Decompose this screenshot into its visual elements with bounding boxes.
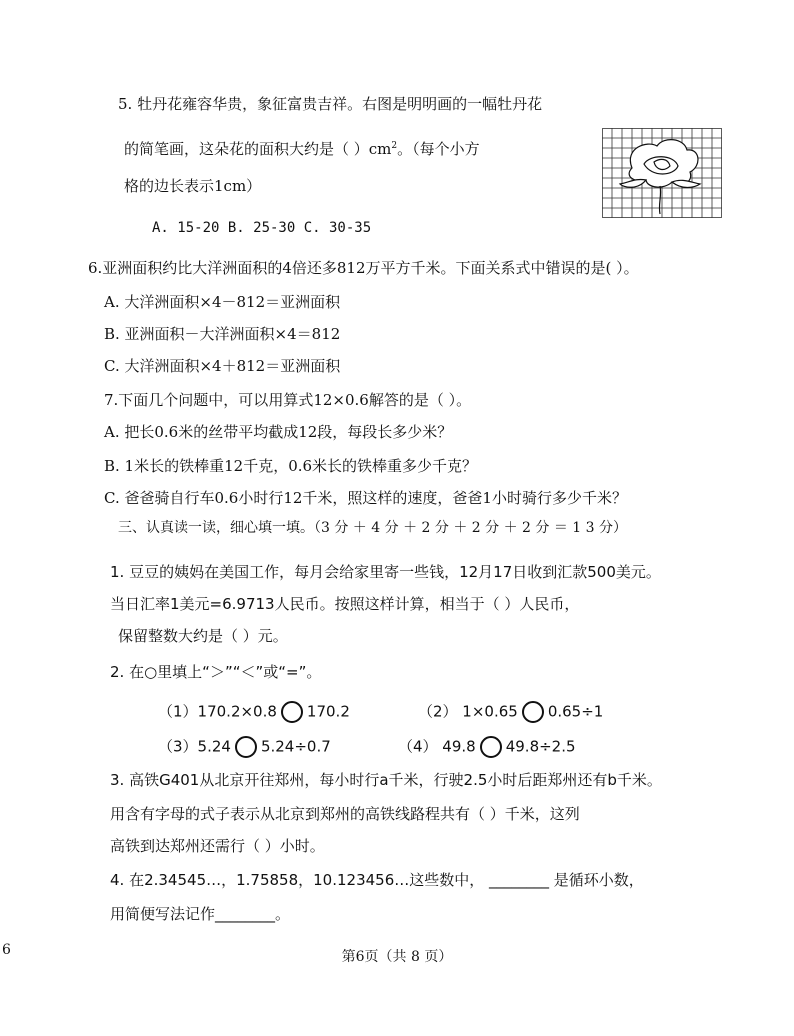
peony-drawing-icon <box>602 128 722 218</box>
q7-option-b: B. 1米长的铁棒重12千克，0.6米长的铁棒重多少千克？ <box>104 457 478 475</box>
f3-line2: 用含有字母的式子表示从北京到郑州的高铁线路程共有（ ）千米，这列 <box>110 805 580 823</box>
q5-line2 <box>124 136 480 159</box>
q5-line2-sup: 2 <box>391 141 398 151</box>
q7-option-c: C. 爸爸骑自行车0.6小时行12千米，照这样的速度，爸爸1小时骑行多少千米？ <box>104 489 627 507</box>
f2-r2-right-b: 49.8÷2.5 <box>505 737 576 756</box>
page-footer: 第6页（共 8 页） <box>341 949 453 965</box>
f2-r2-left-b: 5.24÷0.7 <box>260 737 331 756</box>
f3-line1: 3. 高铁G401从北京开往郑州，每小时行a千米，行驶2.5小时后距郑州还有b千米。 <box>110 771 662 789</box>
compare-circle-3[interactable] <box>235 736 257 758</box>
f2-row2-right <box>398 736 576 758</box>
q6-option-b: B. 亚洲面积－大洋洲面积×4＝812 <box>104 325 341 343</box>
peony-grid-figure <box>602 128 722 218</box>
f3-line3: 高铁到达郑州还需行（ ）小时。 <box>110 837 325 855</box>
margin-page-number: 6 <box>2 942 11 958</box>
q5-line3: 格的边长表示1cm） <box>124 177 262 195</box>
q5-line2-a: 的简笔画，这朵花的面积大约是（ ）cm <box>124 140 392 158</box>
q6-option-a: A. 大洋洲面积×4－812＝亚洲面积 <box>104 293 341 311</box>
f2-r1-right-a: （2） 1×0.65 <box>418 702 518 721</box>
q6-stem: 6.亚洲面积约比大洋洲面积的4倍还多812万平方千米。下面关系式中错误的是( ）。 <box>88 259 639 277</box>
f4-line1: 4. 在2.34545…，1.75858，10.123456…这些数中， ________ 是循环小数， <box>110 871 644 889</box>
f2-r2-left-a: （3）5.24 <box>158 737 231 756</box>
section3-title: 三、认真读一读，细心填一填。（3 分 ＋ 4 分 ＋ 2 分 ＋ 2 分 ＋ 2 分 ＝ 1 3 分） <box>118 520 628 536</box>
compare-circle-1[interactable] <box>281 701 303 723</box>
q5-line1: 5. 牡丹花雍容华贵，象征富贵吉祥。右图是明明画的一幅牡丹花 <box>118 95 543 113</box>
q5-options: A. 15-20 B. 25-30 C. 30-35 <box>152 220 372 236</box>
compare-circle-4[interactable] <box>480 736 502 758</box>
q7-stem: 7.下面几个问题中，可以用算式12×0.6解答的是（ ）。 <box>104 391 472 409</box>
f2-r1-right-b: 0.65÷1 <box>547 702 604 721</box>
f2-stem: 2. 在○里填上“＞”“＜”或“=”。 <box>110 663 322 681</box>
q7-option-a: A. 把长0.6米的丝带平均截成12段，每段长多少米？ <box>104 423 453 441</box>
f2-row1-right <box>418 701 603 723</box>
f1-line1: 1. 豆豆的姨妈在美国工作，每月会给家里寄一些钱，12月17日收到汇款500美元。 <box>110 563 661 581</box>
f2-row2-left <box>158 736 331 758</box>
f2-r1-left-a: （1）170.2×0.8 <box>158 702 277 721</box>
f1-line3: 保留整数大约是（ ）元。 <box>118 627 288 645</box>
f2-r1-left-b: 170.2 <box>306 702 350 721</box>
compare-circle-2[interactable] <box>522 701 544 723</box>
q5-line2-b: 。（每个小方 <box>397 140 480 158</box>
f2-row1-left <box>158 701 350 723</box>
q6-option-c: C. 大洋洲面积×4＋812＝亚洲面积 <box>104 357 341 375</box>
f4-line2: 用简便写法记作________。 <box>110 905 291 923</box>
f2-r2-right-a: （4） 49.8 <box>398 737 476 756</box>
f1-line2: 当日汇率1美元=6.9713人民币。按照这样计算，相当于（ ）人民币， <box>110 595 580 613</box>
